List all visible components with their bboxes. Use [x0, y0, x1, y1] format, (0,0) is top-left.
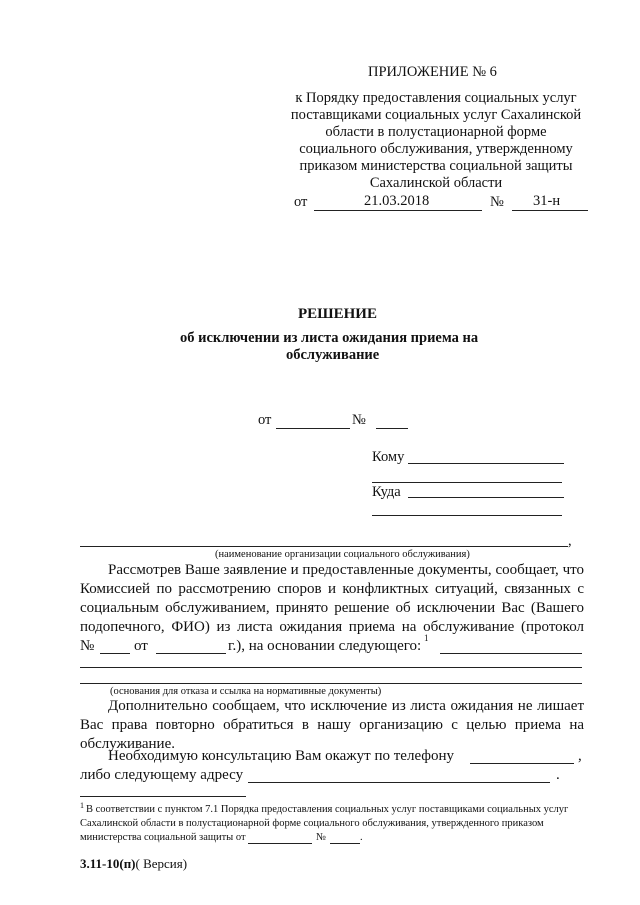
appendix-line: поставщиками социальных услуг Сахалинской: [290, 107, 582, 123]
phone-field[interactable]: [470, 763, 574, 764]
doc-number-field[interactable]: [376, 428, 408, 429]
doc-number-label: №: [352, 412, 366, 428]
decision-subtitle-line2: обслуживание: [286, 347, 380, 363]
address-label: либо следующему адресу: [80, 767, 244, 783]
body-line: Комиссией по рассмотрению споров и конфликтных ситуаций, связанных с: [80, 581, 584, 597]
protocol-date-label: от: [134, 638, 148, 654]
footnote-mark: 1: [80, 801, 84, 810]
version-label: ( Версия): [135, 856, 188, 871]
appendix-line: социального обслуживания, утвержденному: [299, 141, 573, 157]
body-paragraph-2: [80, 697, 584, 754]
body-line: Вас права повторно обратиться в нашу организацию с целью приема на: [80, 717, 584, 733]
protocol-number-label: №: [80, 638, 95, 654]
footnote-separator: [80, 796, 246, 797]
recipient-where-field-line2[interactable]: [372, 515, 562, 516]
body-line: Дополнительно сообщаем, что исключение из листа ожидания не лишает: [108, 698, 584, 714]
grounds-field-line2[interactable]: [80, 667, 582, 668]
decision-title: РЕШЕНИЕ: [298, 306, 377, 322]
appendix-number-value: 31-н: [533, 193, 561, 209]
appendix-text-block: [272, 90, 600, 192]
footnote-date-field[interactable]: [248, 843, 312, 844]
protocol-tail: г.), на основании следующего:: [228, 638, 422, 654]
version-marker: [80, 856, 187, 872]
appendix-line: приказом министерства социальной защиты: [299, 158, 573, 174]
appendix-number-underline: [512, 210, 588, 211]
recipient-where-field[interactable]: [408, 497, 564, 498]
appendix-line: к Порядку предоставления социальных услуг: [295, 90, 577, 106]
appendix-title: ПРИЛОЖЕНИЕ № 6: [368, 64, 497, 80]
appendix-date-underline: [314, 210, 482, 211]
footnote-number-label: №: [316, 832, 327, 843]
footnote-dot: .: [360, 832, 363, 843]
footnote-reference: 1: [424, 633, 429, 643]
grounds-caption: (основания для отказа и ссылка на нормативные документы): [110, 686, 382, 697]
body-paragraph-1: [80, 561, 584, 637]
organization-comma: ,: [568, 533, 572, 549]
decision-subtitle-line1: об исключении из листа ожидания приема на: [180, 330, 479, 346]
doc-date-label: от: [258, 412, 272, 428]
organization-field[interactable]: [80, 546, 568, 547]
appendix-date-prefix: от: [294, 194, 308, 210]
footnote-line2: Сахалинской области в полустационарной форме социального обслуживания, утвержденного приказом: [80, 818, 544, 829]
phone-comma: ,: [578, 748, 582, 764]
recipient-to-field[interactable]: [408, 463, 564, 464]
organization-caption: (наименование организации социального обслуживания): [215, 549, 470, 560]
footnote-line3-prefix: министерства социальной защиты от: [80, 832, 246, 843]
appendix-line: Сахалинской области: [369, 175, 503, 191]
doc-date-field[interactable]: [276, 428, 350, 429]
appendix-date-value: 21.03.2018: [364, 193, 430, 209]
recipient-to-label: Кому: [372, 449, 405, 465]
appendix-line: области в полустационарной форме: [325, 124, 547, 140]
footnote-number-field[interactable]: [330, 843, 360, 844]
protocol-date-field[interactable]: [156, 653, 226, 654]
version-code: 3.11-10(п): [80, 856, 136, 871]
appendix-number-prefix: №: [490, 194, 504, 210]
body-line: социальным обслуживанием, принято решение об исключении Вас (Вашего: [80, 600, 584, 616]
address-field[interactable]: [248, 782, 550, 783]
body-line: подопечного, ФИО) из листа ожидания приема на обслуживание (протокол: [80, 619, 584, 635]
grounds-field-line1[interactable]: [440, 653, 582, 654]
consultation-text: Необходимую консультацию Вам окажут по телефону: [108, 748, 455, 764]
footnote-line1: В соответствии с пунктом 7.1 Порядка предоставления социальных услуг поставщиками социальных услуг: [86, 804, 569, 815]
body-line: обслуживание.: [80, 736, 175, 752]
grounds-field-line3[interactable]: [80, 683, 582, 684]
recipient-where-label: Куда: [372, 484, 401, 500]
address-dot: .: [556, 767, 560, 783]
recipient-to-field-line2[interactable]: [372, 482, 562, 483]
protocol-number-field[interactable]: [100, 653, 130, 654]
body-line: Рассмотрев Ваше заявление и предоставленные документы, сообщает, что: [108, 562, 584, 578]
